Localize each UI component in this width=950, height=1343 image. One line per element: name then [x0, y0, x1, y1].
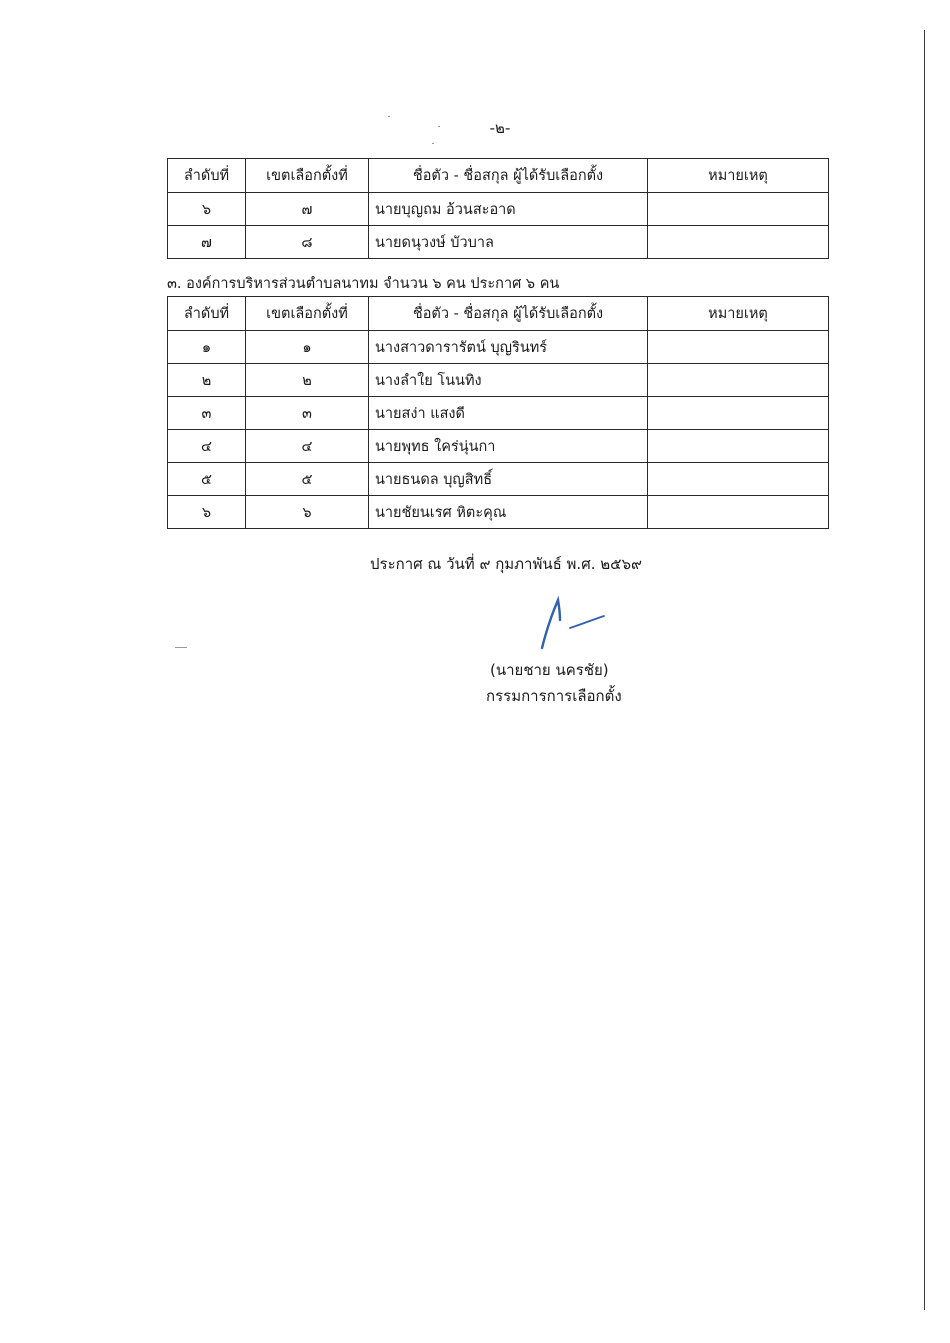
scan-speck: [432, 143, 434, 144]
cell-order: ๗: [168, 226, 246, 259]
cell-note: [648, 430, 829, 463]
signer-title: กรรมการการเลือกตั้ง: [486, 687, 622, 705]
header-order: ลำดับที่: [168, 159, 246, 193]
table-row: [168, 496, 829, 529]
results-table-1: [167, 158, 829, 259]
cell-name: นายดนุวงษ์ บัวบาล: [369, 226, 648, 259]
cell-note: [648, 397, 829, 430]
cell-name: นายชัยนเรศ หิตะคุณ: [369, 496, 648, 529]
header-order: ลำดับที่: [168, 297, 246, 331]
table-row: [168, 193, 829, 226]
section-heading: ๓. องค์การบริหารส่วนตำบลนาทม จำนวน ๖ คน ประกาศ ๖ คน: [167, 276, 560, 292]
cell-order: ๑: [168, 331, 246, 364]
header-note: หมายเหตุ: [648, 159, 829, 193]
scan-speck: [388, 116, 390, 117]
cell-name: นางลำใย โนนทิง: [369, 364, 648, 397]
cell-note: [648, 463, 829, 496]
header-note: หมายเหตุ: [648, 297, 829, 331]
cell-note: [648, 496, 829, 529]
header-name: ชื่อตัว - ชื่อสกุล ผู้ได้รับเลือกตั้ง: [369, 297, 648, 331]
cell-order: ๖: [168, 496, 246, 529]
cell-name: นายบุญถม อ้วนสะอาด: [369, 193, 648, 226]
scan-speck: [175, 647, 187, 648]
table-row: [168, 430, 829, 463]
cell-order: ๓: [168, 397, 246, 430]
cell-district: ๓: [246, 397, 369, 430]
cell-note: [648, 331, 829, 364]
table-row: [168, 463, 829, 496]
cell-district: ๕: [246, 463, 369, 496]
cell-order: ๕: [168, 463, 246, 496]
table-header-row: [168, 297, 829, 331]
cell-district: ๑: [246, 331, 369, 364]
cell-name: นายธนดล บุญสิทธิ์: [369, 463, 648, 496]
cell-district: ๘: [246, 226, 369, 259]
announcement-date: ประกาศ ณ วันที่ ๙ กุมภาพันธ์ พ.ศ. ๒๕๖๙: [370, 555, 643, 573]
cell-district: ๔: [246, 430, 369, 463]
header-district: เขตเลือกตั้งที่: [246, 297, 369, 331]
cell-district: ๗: [246, 193, 369, 226]
cell-note: [648, 193, 829, 226]
signature-stroke: [570, 616, 604, 628]
cell-district: ๖: [246, 496, 369, 529]
cell-note: [648, 364, 829, 397]
scan-edge-line: [924, 30, 925, 1310]
header-district: เขตเลือกตั้งที่: [246, 159, 369, 193]
table-row: [168, 397, 829, 430]
results-table-2: [167, 296, 829, 529]
page-number: -๒-: [489, 119, 511, 137]
scan-speck: [438, 126, 440, 127]
signature-mark: [530, 592, 610, 652]
cell-order: ๖: [168, 193, 246, 226]
cell-district: ๒: [246, 364, 369, 397]
signer-name: (นายชาย นครชัย): [490, 661, 609, 679]
table-header-row: [168, 159, 829, 193]
cell-name: นายพุทธ ใคร่นุ่นกา: [369, 430, 648, 463]
table-row: [168, 226, 829, 259]
cell-order: ๔: [168, 430, 246, 463]
cell-name: นายสง่า แสงดี: [369, 397, 648, 430]
signature-stroke: [542, 600, 560, 648]
header-name: ชื่อตัว - ชื่อสกุล ผู้ได้รับเลือกตั้ง: [369, 159, 648, 193]
table-row: [168, 331, 829, 364]
cell-name: นางสาวดารารัตน์ บุญรินทร์: [369, 331, 648, 364]
cell-order: ๒: [168, 364, 246, 397]
cell-note: [648, 226, 829, 259]
table-row: [168, 364, 829, 397]
